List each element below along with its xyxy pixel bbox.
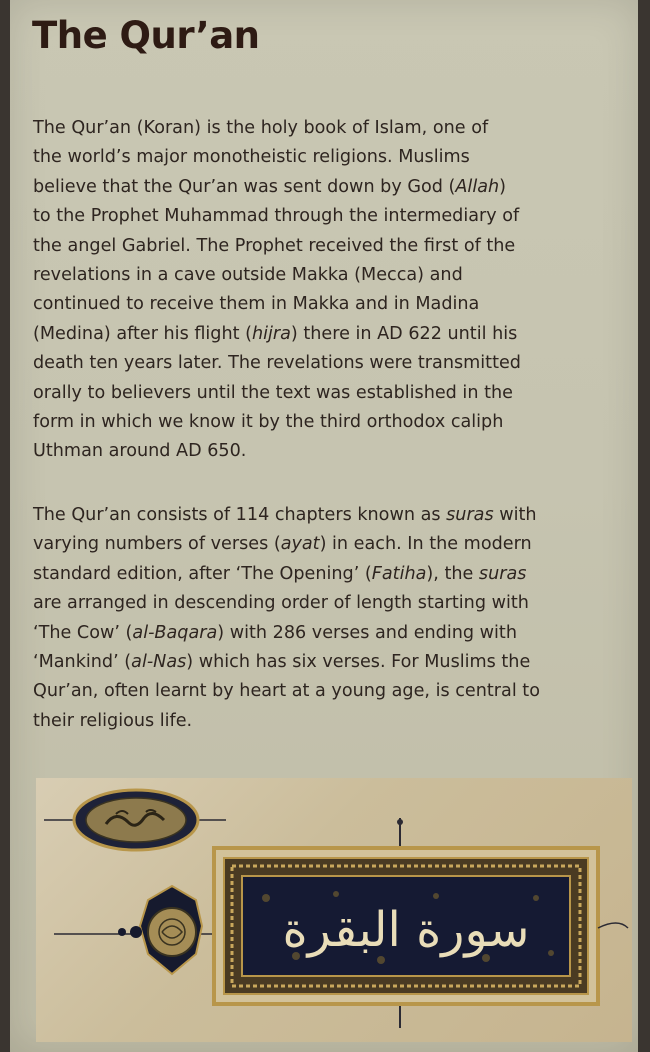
text-line: ‘The Cow’ (al-Baqara) with 286 verses and ending with	[33, 622, 517, 643]
quran-manuscript-illustration	[36, 778, 632, 1042]
text-line: Uthman around AD 650.	[33, 441, 247, 462]
text-line: their religious life.	[33, 710, 193, 731]
calligraphy-text: سورة البقرة	[282, 902, 530, 958]
text-line: the world’s major monotheistic religions. Muslims	[33, 147, 470, 168]
almond-medallion	[44, 790, 226, 850]
text-line: revelations in a cave outside Makka (Mecca) and	[33, 265, 463, 286]
sura-title-panel	[214, 848, 598, 1004]
text-line: (Medina) after his flight (hijra) there in AD 622 until his	[33, 323, 518, 344]
text-line: The Qur’an consists of 114 chapters known as suras with	[33, 505, 537, 525]
text-line: are arranged in descending order of length starting with	[33, 593, 529, 614]
text-line: orally to believers until the text was established in the	[33, 382, 513, 403]
text-line: continued to receive them in Makka and in Madina	[33, 294, 480, 315]
rosette-medallion	[54, 886, 222, 974]
text-line: varying numbers of verses (ayat) in each. In the modern	[33, 534, 532, 555]
text-line: Qur’an, often learnt by heart at a young age, is central to	[33, 681, 540, 702]
text-line: form in which we know it by the third orthodox caliph	[33, 412, 504, 433]
page-title: The Qur’an	[32, 14, 260, 57]
suras-paragraph	[33, 501, 618, 736]
info-panel	[10, 0, 638, 1052]
text-line: believe that the Qur’an was sent down by God (Allah)	[33, 176, 507, 197]
text-line: to the Prophet Muhammad through the intermediary of	[33, 206, 520, 227]
text-line: The Qur’an (Koran) is the holy book of Islam, one of	[33, 118, 489, 138]
text-line: standard edition, after ‘The Opening’ (Fatiha), the suras	[33, 563, 527, 584]
text-line: death ten years later. The revelations were transmitted	[33, 353, 521, 374]
intro-paragraph	[33, 114, 618, 467]
text-line: ‘Mankind’ (al-Nas) which has six verses. For Muslims the	[33, 652, 531, 673]
text-line: the angel Gabriel. The Prophet received the first of the	[33, 235, 516, 256]
